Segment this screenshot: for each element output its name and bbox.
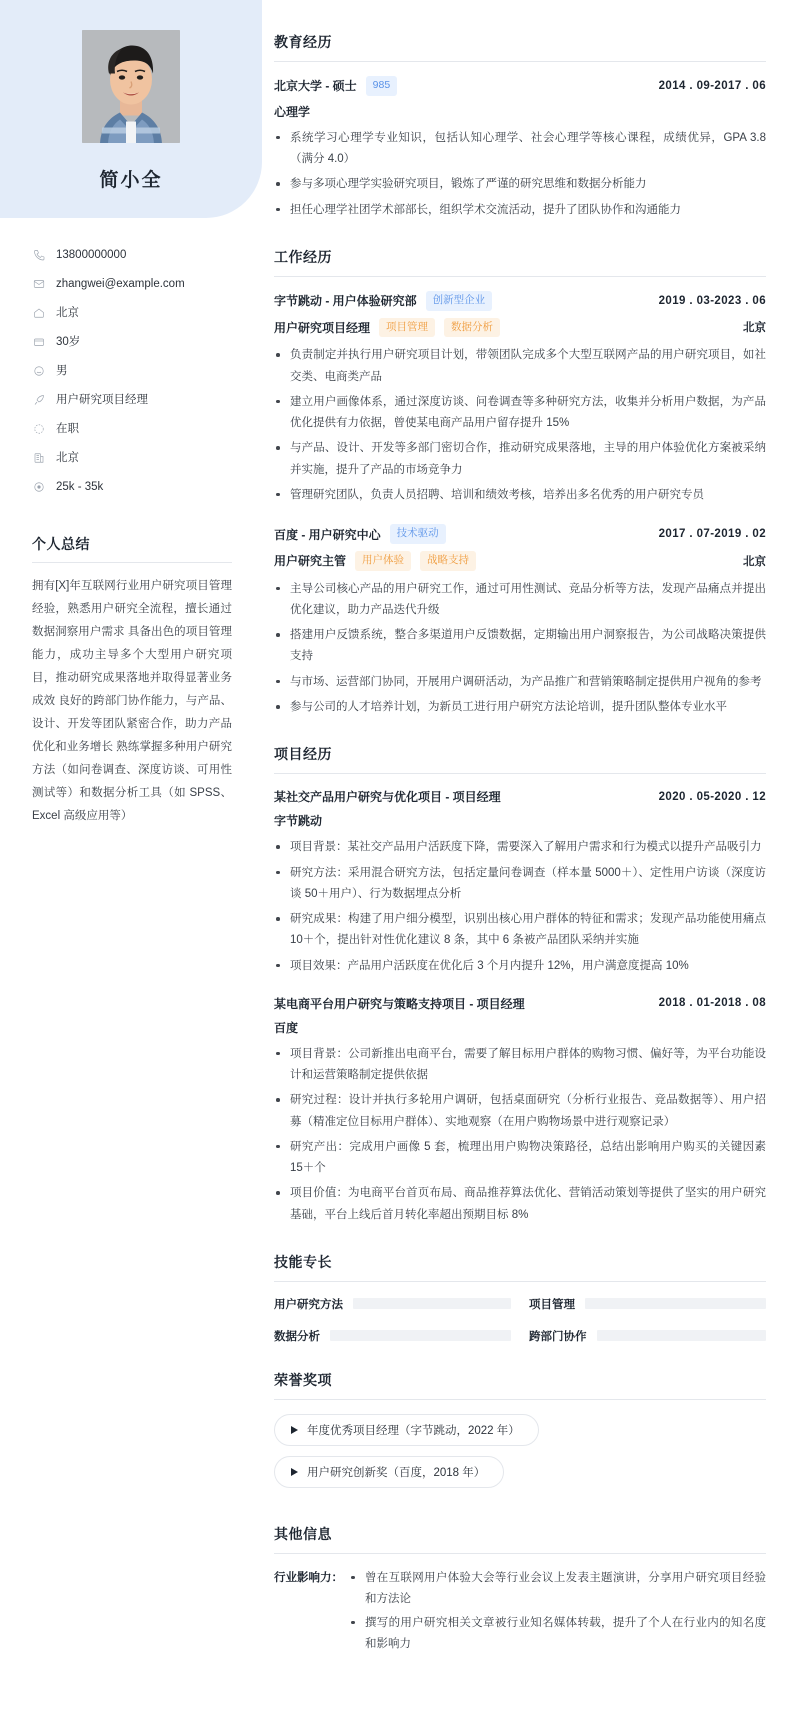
contact-value: 北京: [56, 451, 79, 464]
work-company: 百度 - 用户研究中心: [274, 527, 381, 542]
contact-value: 用户研究项目经理: [56, 393, 148, 406]
bullet: 项目效果：产品用户活跃度在优化后 3 个月内提升 12%，用户满意度提高 10%: [274, 956, 766, 977]
bullet: 研究产出：完成用户画像 5 套，梳理出用户购物决策路径，总结出影响用户购买的关键因素 15＋个: [274, 1137, 766, 1180]
education-entry-header: [274, 76, 766, 96]
other-list: [349, 1568, 766, 1657]
work-role-tag: 项目管理: [379, 318, 435, 338]
work-bullets: [274, 579, 766, 719]
triangle-right-icon: [291, 1426, 298, 1434]
bullet: 参与多项心理学实验研究项目，锻炼了严谨的研究思维和数据分析能力: [274, 174, 766, 195]
contact-item-status: [32, 422, 242, 437]
work-entry: [274, 291, 766, 506]
project-bullets: [274, 1044, 766, 1226]
project-entry: [274, 995, 766, 1226]
work-date: 2017 . 07-2019 . 02: [658, 528, 766, 541]
project-date: 2020 . 05-2020 . 12: [658, 790, 766, 803]
work-role-tag: 用户体验: [355, 551, 411, 571]
profile-name: 简小全: [99, 170, 163, 191]
project-name: 某电商平台用户研究与策略支持项目 - 项目经理: [274, 996, 525, 1011]
skill-item: [529, 1328, 766, 1344]
work-company: 字节跳动 - 用户体验研究部: [274, 294, 417, 309]
honor-item[interactable]: [274, 1456, 504, 1488]
bullet: 与市场、运营部门协同，开展用户调研活动，为产品推广和营销策略制定提供用户视角的参考: [274, 672, 766, 693]
bullet: 建立用户画像体系，通过深度访谈、问卷调查等多种研究方法，收集并分析用户数据，为产品优化提供有力依据，曾使某电商产品用户留存提升 15%: [274, 392, 766, 435]
skills-section: [274, 1252, 766, 1344]
skill-label: 项目管理: [529, 1298, 575, 1311]
project-entry-header: [274, 788, 766, 805]
honor-item[interactable]: [274, 1414, 539, 1446]
bullet: 管理研究团队，负责人员招聘、培训和绩效考核，培养出多名优秀的用户研究专员: [274, 485, 766, 506]
work-entry-header: [274, 291, 766, 311]
main-content: [262, 0, 794, 1723]
work-section: [274, 247, 766, 718]
contact-item-phone: [32, 248, 242, 263]
contact-value: zhangwei@example.com: [56, 277, 185, 290]
education-entry: [274, 76, 766, 221]
bullet: 曾在互联网用户体验大会等行业会议上发表主题演讲，分享用户研究项目经验和方法论: [349, 1568, 766, 1611]
bullet: 研究成果：构建了用户细分模型，识别出核心用户群体的特征和需求；发现产品功能使用痛点 10＋个，提出针对性优化建议 8 条，其中 6 条被产品团队采纳并实施: [274, 909, 766, 952]
education-tag: 985: [366, 76, 398, 96]
contact-item-hometown: [32, 306, 242, 321]
bullet: 项目价值：为电商平台首页布局、商品推荐算法优化、营销活动策划等提供了坚实的用户研究基础，平台上线后首月转化率超出预期目标 8%: [274, 1183, 766, 1226]
projects-section: [274, 744, 766, 1226]
profile-card: [0, 0, 262, 218]
contact-value: 13800000000: [56, 249, 127, 261]
other-block: [274, 1568, 766, 1657]
work-role-row: [274, 318, 766, 338]
bullet: 研究过程：设计并执行多轮用户调研，包括桌面研究（分析行业报告、竞品数据等）、用户招募（精准定位目标用户群体）、实地观察（在用户购物场景中进行观察记录）: [274, 1090, 766, 1133]
honors-title: 荣誉奖项: [274, 1370, 766, 1400]
other-label: 行业影响力：: [274, 1571, 343, 1584]
contact-value: 北京: [56, 306, 79, 319]
building-icon: [32, 452, 45, 465]
contact-list: [0, 218, 262, 494]
skill-bar: [330, 1330, 511, 1341]
work-date: 2019 . 03-2023 . 06: [658, 294, 766, 307]
work-role-tag: 数据分析: [444, 318, 500, 338]
education-bullets: [274, 128, 766, 221]
work-role-row: [274, 551, 766, 571]
work-role: 用户研究主管: [274, 554, 347, 569]
skills-title: 技能专长: [274, 1252, 766, 1282]
project-entry: [274, 788, 766, 977]
contact-value: 男: [56, 364, 68, 377]
other-title: 其他信息: [274, 1524, 766, 1554]
summary-body: 拥有[X]年互联网行业用户研究项目管理经验，熟悉用户研究全流程，擅长通过数据洞察用户需求 具备出色的项目管理能力，成功主导多个大型用户研究项目，推动研究成果落地并取得显著业务成效 良好的跨部门协作能力，与产品、设计、开发等团队紧密合作，助力产品优化和业务增长 熟练掌握多种用户研究方法（如问卷调查、深度访谈、可用性测试等）和数据分析工具（如 SPSS、Excel 高级应用等）: [32, 580, 232, 823]
skill-item: [274, 1328, 511, 1344]
project-name: 某社交产品用户研究与优化项目 - 项目经理: [274, 790, 501, 805]
bullet: 研究方法：采用混合研究方法，包括定量问卷调查（样本量 5000＋）、定性用户访谈（深度访谈 50＋用户）、行为数据埋点分析: [274, 863, 766, 906]
honor-row: [274, 1456, 766, 1498]
bullet: 项目背景：公司新推出电商平台，需要了解目标用户群体的购物习惯、偏好等，为平台功能设计和运营策略制定提供依据: [274, 1044, 766, 1087]
bullet: 系统学习心理学专业知识，包括认知心理学、社会心理学等核心课程，成绩优异，GPA 3.8（满分 4.0）: [274, 128, 766, 171]
contact-item-email: [32, 277, 242, 292]
other-section: [274, 1524, 766, 1657]
home-icon: [32, 307, 45, 320]
bullet: 参与公司的人才培养计划，为新员工进行用户研究方法论培训，提升团队整体专业水平: [274, 697, 766, 718]
bullet: 担任心理学社团学术部部长，组织学术交流活动，提升了团队协作和沟通能力: [274, 200, 766, 221]
portrait-photo: [82, 30, 180, 143]
education-date: 2014 . 09-2017 . 06: [658, 79, 766, 92]
honors-section: [274, 1370, 766, 1498]
avatar-illustration: [82, 30, 180, 143]
skill-bar: [353, 1298, 511, 1309]
skill-item: [274, 1296, 511, 1312]
bullet: 搭建用户反馈系统，整合多渠道用户反馈数据，定期输出用户洞察报告，为公司战略决策提供支持: [274, 625, 766, 668]
gender-icon: [32, 365, 45, 378]
phone-icon: [32, 249, 45, 262]
summary-title: 个人总结: [32, 534, 232, 563]
project-company: 百度: [274, 1020, 299, 1035]
honor-row: [274, 1414, 766, 1456]
sidebar: [0, 0, 262, 828]
skill-item: [529, 1296, 766, 1312]
contact-value: 30岁: [56, 335, 81, 348]
salary-icon: [32, 480, 45, 493]
education-section: [274, 32, 766, 221]
id-card-icon: [32, 336, 45, 349]
education-major: 心理学: [274, 104, 311, 119]
bullet: 与产品、设计、开发等多部门密切合作，推动研究成果落地，主导的用户体验优化方案被采纳并实施，提升了产品的市场竞争力: [274, 438, 766, 481]
skill-label: 跨部门协作: [529, 1330, 587, 1343]
work-bullets: [274, 345, 766, 506]
work-entry-header: [274, 524, 766, 544]
bullet: 负责制定并执行用户研究项目计划，带领团队完成多个大型互联网产品的用户研究项目，如社交类、电商类产品: [274, 345, 766, 388]
bullet: 主导公司核心产品的用户研究工作，通过可用性测试、竞品分析等方法，发现产品痛点并提出优化建议，助力产品迭代升级: [274, 579, 766, 622]
contact-item-gender: [32, 364, 242, 379]
contact-value: 25k - 35k: [56, 480, 104, 493]
summary-section: [0, 508, 262, 828]
mail-icon: [32, 278, 45, 291]
work-location: 北京: [743, 322, 766, 335]
rocket-icon: [32, 394, 45, 407]
work-company-tag: 创新型企业: [426, 291, 493, 311]
skill-label: 数据分析: [274, 1330, 320, 1343]
triangle-right-icon: [291, 1468, 298, 1476]
skill-bar: [585, 1298, 766, 1309]
education-title: 教育经历: [274, 32, 766, 62]
work-role-tag: 战略支持: [420, 551, 476, 571]
work-role: 用户研究项目经理: [274, 320, 371, 335]
project-entry-header: [274, 995, 766, 1012]
bullet: 项目背景：某社交产品用户活跃度下降，需要深入了解用户需求和行为模式以提升产品吸引力: [274, 837, 766, 858]
honor-label: 年度优秀项目经理（字节跳动，2022 年）: [307, 1424, 520, 1437]
skill-bar: [597, 1330, 767, 1341]
work-entry: [274, 524, 766, 718]
work-location: 北京: [743, 555, 766, 568]
status-icon: [32, 423, 45, 436]
honor-label: 用户研究创新奖（百度，2018 年）: [307, 1466, 486, 1479]
contact-item-position: [32, 393, 242, 408]
project-bullets: [274, 837, 766, 977]
work-company-tag: 技术驱动: [390, 524, 446, 544]
project-company: 字节跳动: [274, 814, 323, 829]
skill-label: 用户研究方法: [274, 1298, 343, 1311]
skills-grid: [274, 1296, 766, 1344]
bullet: 撰写的用户研究相关文章被行业知名媒体转载，提升了个人在行业内的知名度和影响力: [349, 1613, 766, 1656]
contact-item-city: [32, 451, 242, 466]
contact-value: 在职: [56, 422, 79, 435]
project-date: 2018 . 01-2018 . 08: [658, 997, 766, 1010]
contact-item-age: [32, 335, 242, 350]
contact-item-salary: [32, 480, 242, 495]
work-title: 工作经历: [274, 247, 766, 277]
education-school: 北京大学 - 硕士: [274, 79, 357, 94]
projects-title: 项目经历: [274, 744, 766, 774]
